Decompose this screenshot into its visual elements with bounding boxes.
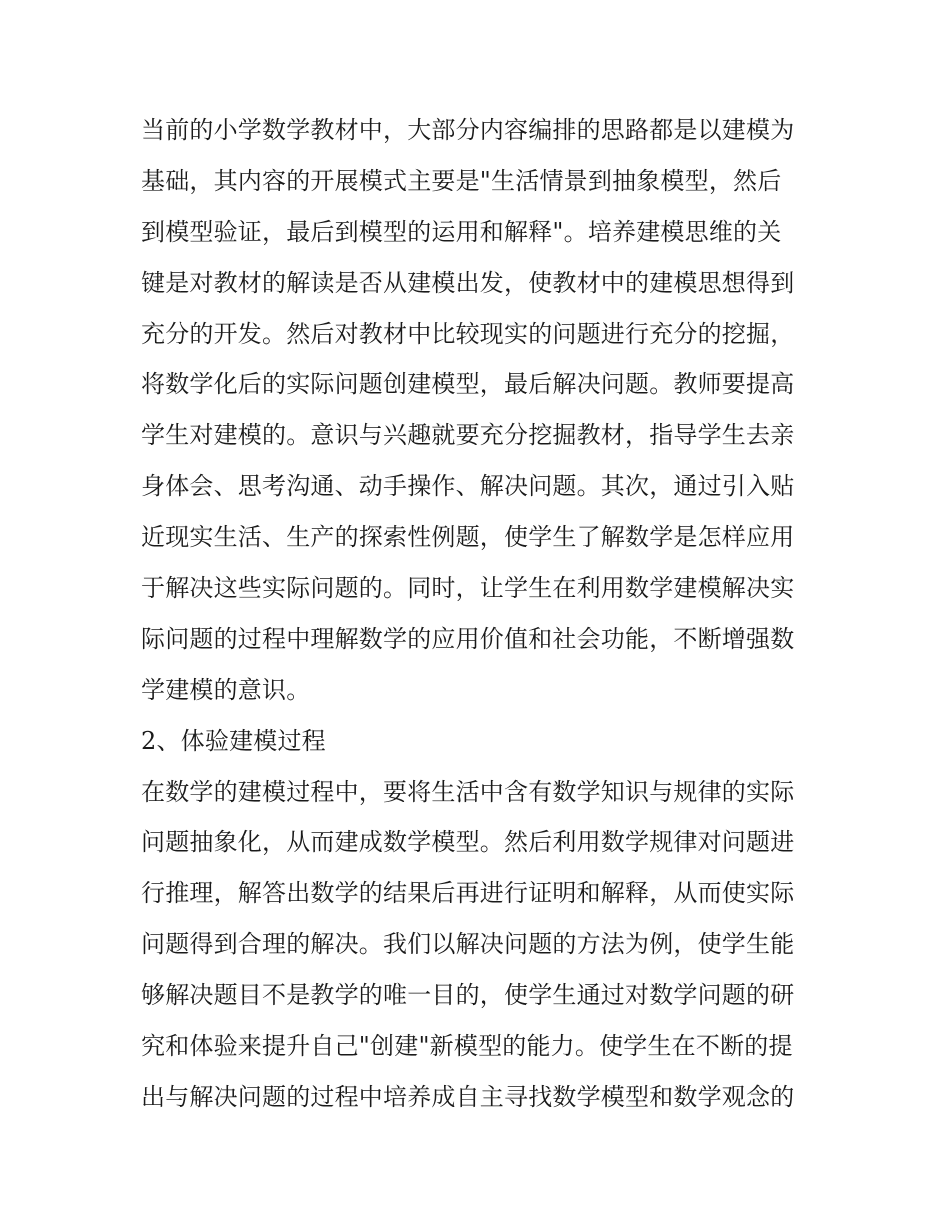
- paragraph-line: 问题得到合理的解决。我们以解决问题的方法为例，使学生能: [141, 930, 795, 959]
- paragraph-line: 行推理，解答出数学的结果后再进行证明和解释，从而使实际: [141, 879, 795, 908]
- paragraph-line: 出与解决问题的过程中培养成自主寻找数学模型和数学观念的: [141, 1082, 795, 1111]
- paragraph-line: 将数学化后的实际问题创建模型，最后解决问题。教师要提高: [141, 370, 795, 399]
- paragraph-line: 够解决题目不是教学的唯一目的，使学生通过对数学问题的研: [141, 981, 795, 1010]
- paragraph-line: 充分的开发。然后对教材中比较现实的问题进行充分的挖掘，: [141, 319, 795, 348]
- paragraph-line: 究和体验来提升自己"创建"新模型的能力。使学生在不断的提: [141, 1032, 793, 1061]
- paragraph-line: 当前的小学数学教材中，大部分内容编排的思路都是以建模为: [141, 116, 795, 144]
- paragraph-line: 近现实生活、生产的探索性例题，使学生了解数学是怎样应用: [141, 523, 795, 552]
- paragraph-line: 际问题的过程中理解数学的应用价值和社会功能，不断增强数: [141, 624, 795, 653]
- paragraph-line: 键是对教材的解读是否从建模出发，使教材中的建模思想得到: [141, 268, 795, 297]
- paragraph-line: 基础，其内容的开展模式主要是"生活情景到抽象模型，然后: [141, 166, 782, 195]
- section-heading: 2、体验建模过程: [141, 726, 326, 755]
- document-body: [141, 108, 821, 1126]
- paragraph-line: 学建模的意识。: [141, 675, 311, 704]
- paragraph-line: 身体会、思考沟通、动手操作、解决问题。其次，通过引入贴: [141, 472, 795, 501]
- paragraph-line: 到模型验证，最后到模型的运用和解释"。培养建模思维的关: [141, 217, 782, 246]
- paragraph-line: 在数学的建模过程中，要将生活中含有数学知识与规律的实际: [141, 777, 795, 806]
- paragraph-line: 问题抽象化，从而建成数学模型。然后利用数学规律对问题进: [141, 828, 795, 857]
- paragraph-line: 学生对建模的。意识与兴趣就要充分挖掘教材，指导学生去亲: [141, 421, 795, 450]
- paragraph-line: 于解决这些实际问题的。同时，让学生在利用数学建模解决实: [141, 574, 795, 603]
